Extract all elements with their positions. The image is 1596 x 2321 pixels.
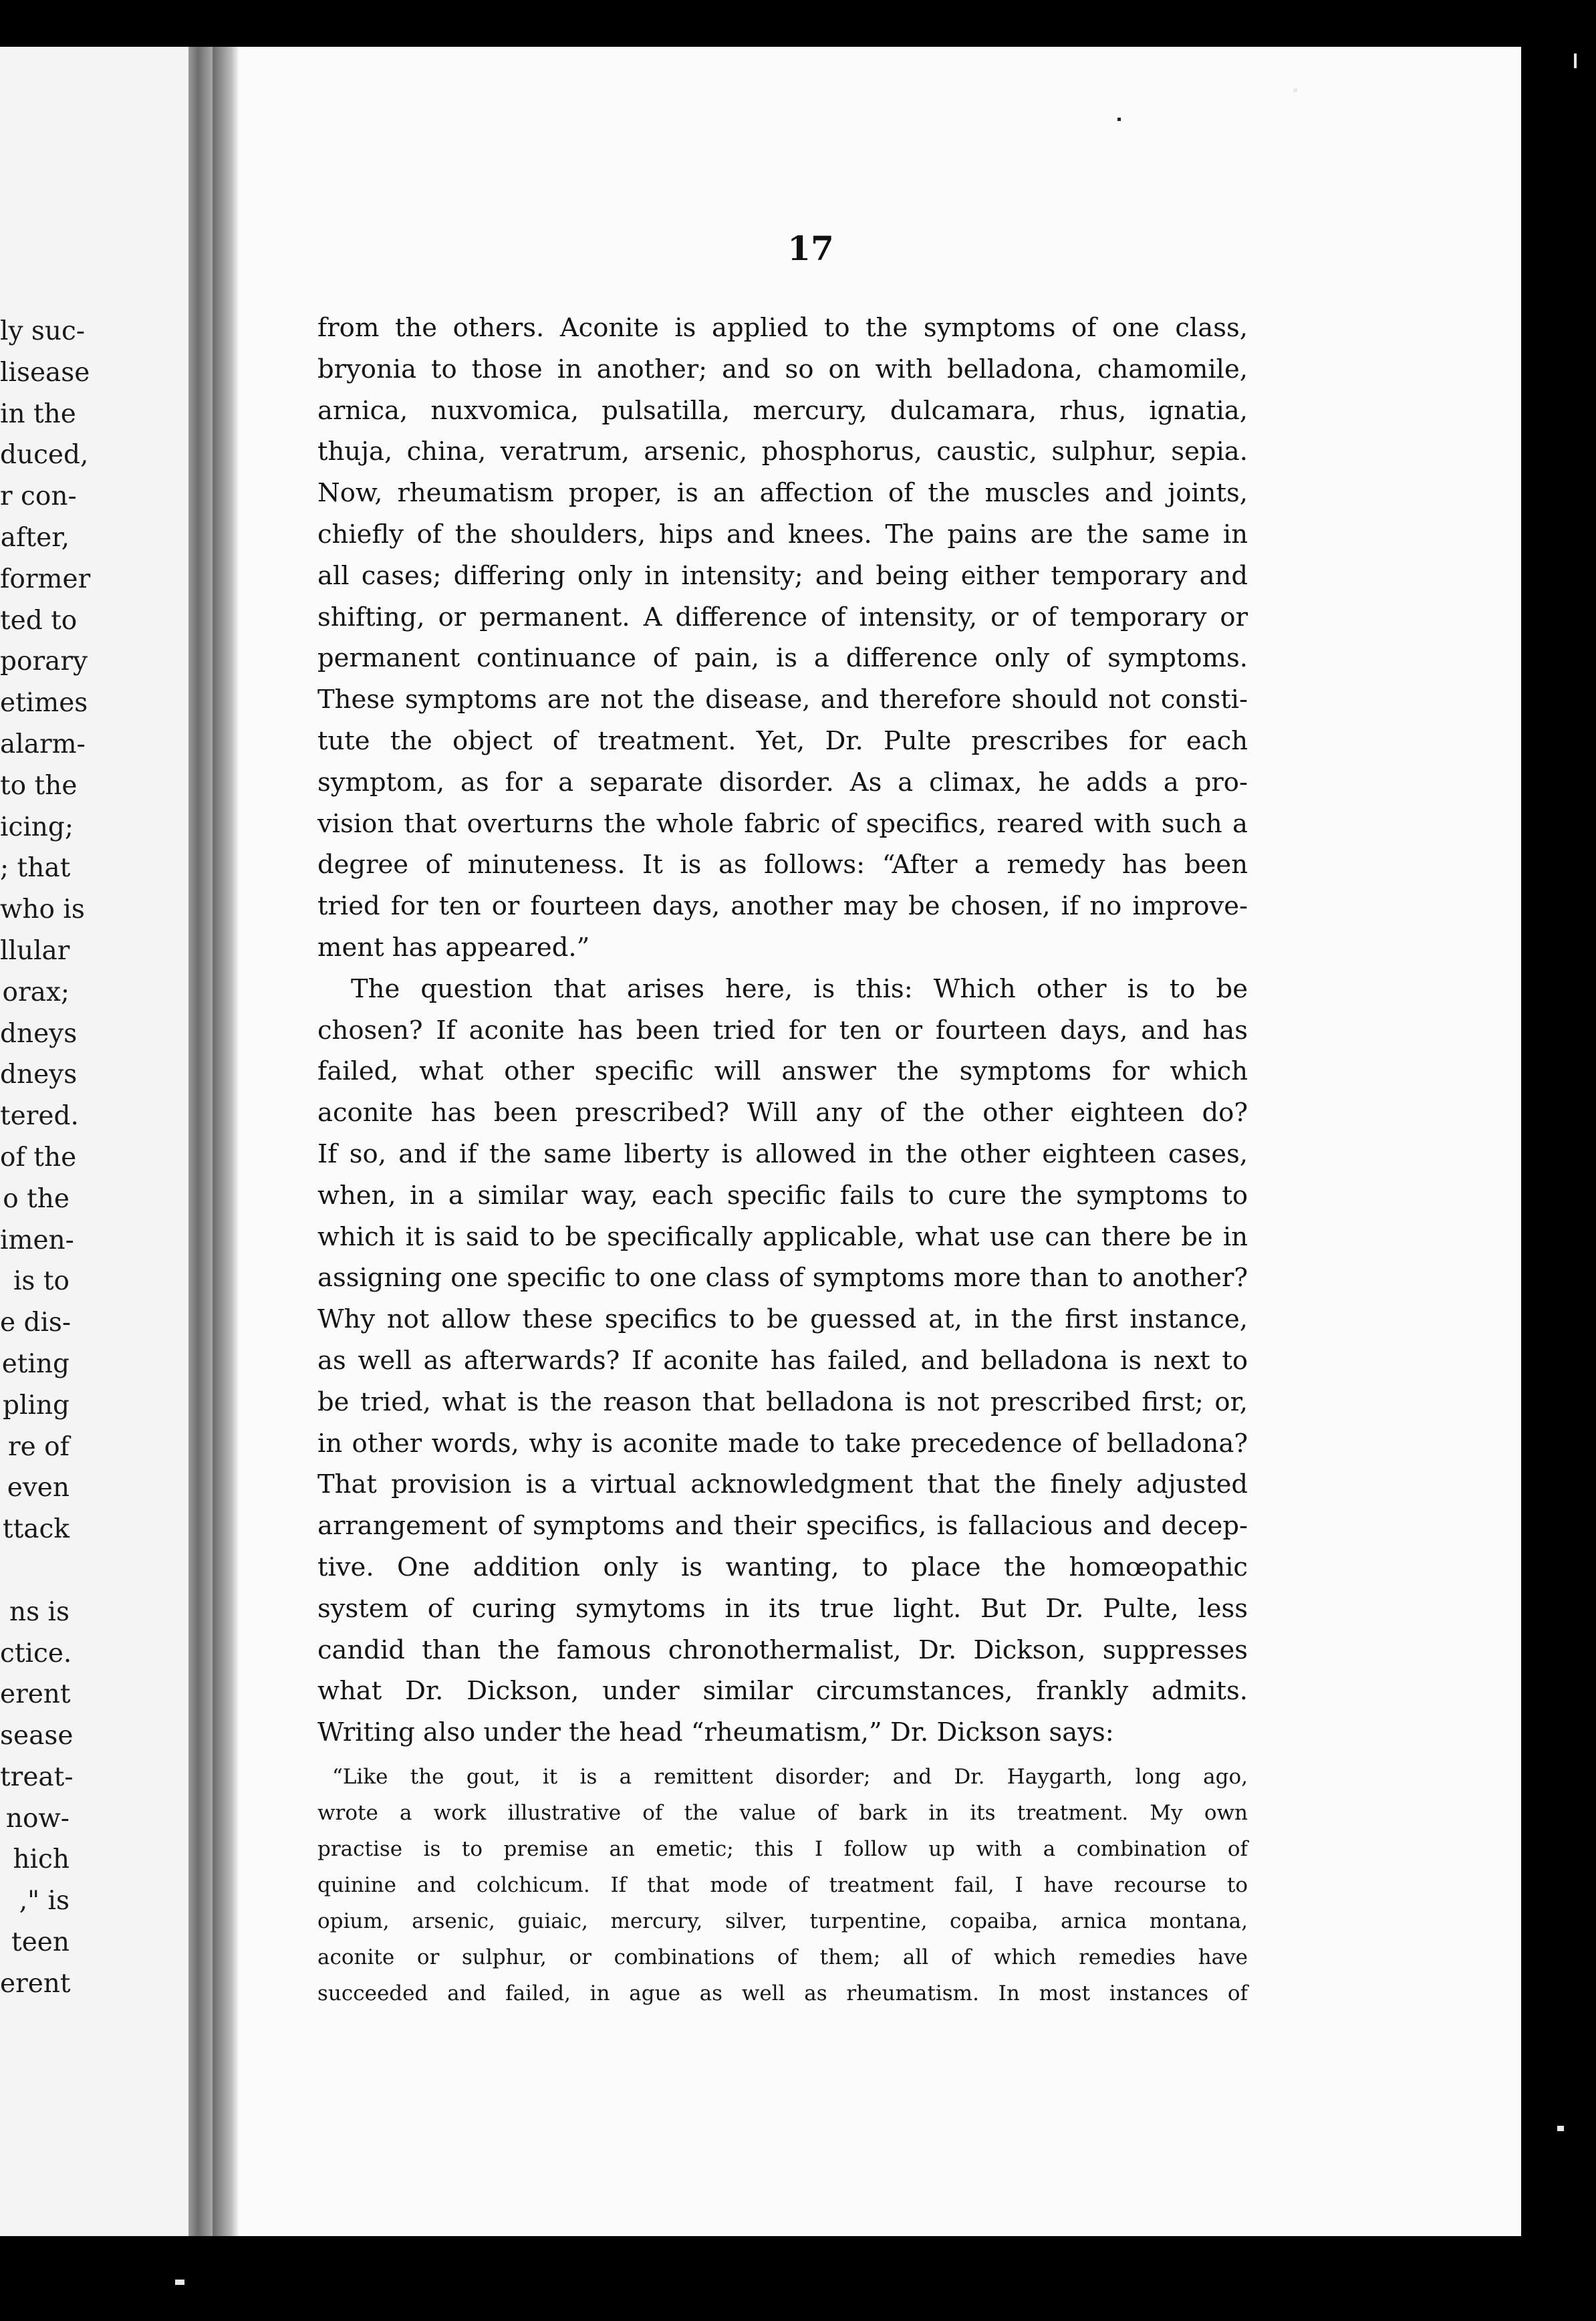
text-line: That provision is a virtual acknowledgment that the finely adjusted bbox=[317, 1469, 1248, 1500]
previous-page-line: e dis- bbox=[0, 1308, 72, 1338]
previous-page-line: eting bbox=[1, 1348, 70, 1379]
block-quote bbox=[317, 1759, 1248, 2011]
text-line: as well as afterwards? If aconite has failed, and belladona is next to bbox=[317, 1345, 1248, 1376]
text-line: bryonia to those in another; and so on with belladona, chamomile, bbox=[317, 354, 1248, 384]
previous-page-fragment bbox=[0, 47, 213, 2236]
previous-page-line-ends bbox=[0, 311, 91, 2005]
previous-page-line: lisease bbox=[0, 357, 90, 388]
previous-page-line: ttack bbox=[2, 1514, 70, 1545]
text-line: tute the object of treatment. Yet, Dr. Pulte prescribes for each bbox=[317, 725, 1248, 756]
text-line: aconite has been prescribed? Will any of the other eighteen do? bbox=[317, 1098, 1248, 1128]
quote-line: opium, arsenic, guiaic, mercury, silver, turpentine, copaiba, arnica montana, bbox=[317, 1909, 1248, 1933]
text-line: arnica, nuxvomica, pulsatilla, mercury, dulcamara, rhus, ignatia, bbox=[317, 395, 1248, 426]
previous-page-line: teen bbox=[11, 1927, 70, 1958]
text-line: thuja, china, veratrum, arsenic, phosphorus, caustic, sulphur, sepia. bbox=[317, 437, 1248, 467]
text-line: Why not allow these specifics to be guessed at, in the first instance, bbox=[317, 1304, 1248, 1335]
scan-artifact bbox=[175, 2280, 184, 2285]
previous-page-line: llular bbox=[0, 935, 70, 966]
previous-page-line: hich bbox=[13, 1844, 70, 1875]
previous-page-line: etimes bbox=[0, 688, 88, 719]
previous-page-line: o the bbox=[3, 1183, 70, 1214]
text-line: assigning one specific to one class of symptoms more than to another? bbox=[317, 1263, 1248, 1294]
text-line: which it is said to be specifically applicable, what use can there be in bbox=[317, 1221, 1248, 1252]
quote-line: practise is to premise an emetic; this I follow up with a combination of bbox=[317, 1836, 1248, 1861]
text-line: tive. One addition only is wanting, to place the homœopathic bbox=[317, 1552, 1248, 1582]
text-line: system of curing symytoms in its true light. But Dr. Pulte, less bbox=[317, 1593, 1248, 1624]
text-line: tried for ten or fourteen days, another may be chosen, if no improve- bbox=[317, 891, 1248, 922]
text-line: vision that overturns the whole fabric of specifics, reared with such a bbox=[317, 808, 1248, 839]
previous-page-line: ," is bbox=[19, 1886, 70, 1917]
previous-page-line: ; that bbox=[0, 853, 71, 884]
previous-page-line: even bbox=[7, 1473, 70, 1503]
previous-page-line: ted to bbox=[0, 605, 78, 636]
text-line: degree of minuteness. It is as follows: “After a remedy has been bbox=[317, 850, 1248, 880]
scan-artifact bbox=[1557, 2126, 1564, 2131]
quote-line: aconite or sulphur, or combinations of them; all of which remedies have bbox=[317, 1945, 1248, 1969]
text-line: failed, what other specific will answer the symptoms for which bbox=[317, 1056, 1248, 1087]
previous-page-line: treat- bbox=[0, 1761, 74, 1792]
text-line: Now, rheumatism proper, is an affection of the muscles and joints, bbox=[317, 478, 1248, 509]
previous-page-line: re of bbox=[7, 1431, 70, 1462]
scan-artifact bbox=[1293, 88, 1297, 92]
main-paragraphs bbox=[317, 308, 1248, 1753]
text-line: shifting, or permanent. A difference of intensity, or of temporary or bbox=[317, 602, 1248, 632]
scan-artifact bbox=[1117, 118, 1121, 121]
previous-page-line: ns is bbox=[9, 1596, 70, 1627]
previous-page-line: pling bbox=[3, 1390, 70, 1421]
previous-page-line: alarm- bbox=[0, 729, 86, 759]
text-line: The question that arises here, is this: Which other is to be bbox=[351, 973, 1248, 1004]
quote-line: “Like the gout, it is a remittent disorder; and Dr. Haygarth, long ago, bbox=[332, 1764, 1248, 1789]
text-line: chosen? If aconite has been tried for ten or fourteen days, and has bbox=[317, 1015, 1248, 1046]
text-line: ment has appeared.” bbox=[317, 932, 590, 963]
text-line: in other words, why is aconite made to take precedence of belladona? bbox=[317, 1428, 1248, 1459]
text-line: arrangement of symptoms and their specifics, is fallacious and decep- bbox=[317, 1511, 1248, 1542]
previous-page-line: orax; bbox=[2, 977, 70, 1007]
previous-page-line: r con- bbox=[0, 481, 77, 512]
previous-page-line: sease bbox=[0, 1721, 74, 1751]
book-gutter bbox=[188, 47, 213, 2236]
previous-page-paragraph-gap bbox=[0, 1550, 70, 1592]
text-line: from the others. Aconite is applied to the symptoms of one class, bbox=[317, 313, 1248, 343]
previous-page-line: now- bbox=[5, 1803, 70, 1834]
text-line: be tried, what is the reason that belladona is not prescribed first; or, bbox=[317, 1386, 1248, 1417]
current-page bbox=[213, 47, 1521, 2236]
previous-page-line: erent bbox=[0, 1679, 71, 1710]
previous-page-line: dneys bbox=[0, 1060, 78, 1090]
quote-line: succeeded and failed, in ague as well as rheumatism. In most instances of bbox=[317, 1981, 1248, 2005]
text-line: If so, and if the same liberty is allowed in the other eighteen cases, bbox=[317, 1138, 1248, 1169]
text-line: candid than the famous chronothermalist, Dr. Dickson, suppresses bbox=[317, 1634, 1248, 1665]
previous-page-line: ctice. bbox=[0, 1638, 72, 1669]
previous-page-line: porary bbox=[0, 646, 88, 677]
text-line: chiefly of the shoulders, hips and knees. The pains are the same in bbox=[317, 519, 1248, 549]
previous-page-line: erent bbox=[0, 1968, 71, 1999]
text-line: These symptoms are not the disease, and therefore should not consti- bbox=[317, 685, 1248, 715]
text-line: when, in a similar way, each specific fails to cure the symptoms to bbox=[317, 1180, 1248, 1211]
quote-line: wrote a work illustrative of the value of bark in its treatment. My own bbox=[317, 1800, 1248, 1825]
text-line: what Dr. Dickson, under similar circumstances, frankly admits. bbox=[317, 1676, 1248, 1707]
text-line: Writing also under the head “rheumatism,” Dr. Dickson says: bbox=[317, 1717, 1114, 1748]
binding-shadow bbox=[213, 47, 239, 2236]
previous-page-line: ly suc- bbox=[0, 316, 86, 346]
scan-artifact bbox=[1574, 53, 1577, 68]
previous-page-line: duced, bbox=[0, 440, 89, 471]
previous-page-line: who is bbox=[0, 894, 85, 925]
quote-line: quinine and colchicum. If that mode of treatment fail, I have recourse to bbox=[317, 1872, 1248, 1897]
text-line: all cases; differing only in intensity; and being either temporary and bbox=[317, 560, 1248, 591]
page-body bbox=[317, 308, 1248, 2011]
previous-page-line: of the bbox=[0, 1142, 77, 1173]
previous-page-line: tered. bbox=[0, 1101, 79, 1132]
previous-page-line: imen- bbox=[0, 1225, 74, 1255]
previous-page-line: icing; bbox=[0, 812, 74, 842]
previous-page-line: after, bbox=[0, 522, 70, 553]
previous-page-line: dneys bbox=[0, 1018, 78, 1049]
previous-page-line: to the bbox=[0, 770, 78, 801]
previous-page-line: is to bbox=[13, 1266, 70, 1297]
text-line: symptom, as for a separate disorder. As a climax, he adds a pro- bbox=[317, 767, 1248, 798]
page-number: 17 bbox=[787, 229, 834, 268]
text-line: permanent continuance of pain, is a difference only of symptoms. bbox=[317, 643, 1248, 674]
previous-page-line: former bbox=[0, 564, 91, 594]
previous-page-line: in the bbox=[0, 398, 76, 429]
